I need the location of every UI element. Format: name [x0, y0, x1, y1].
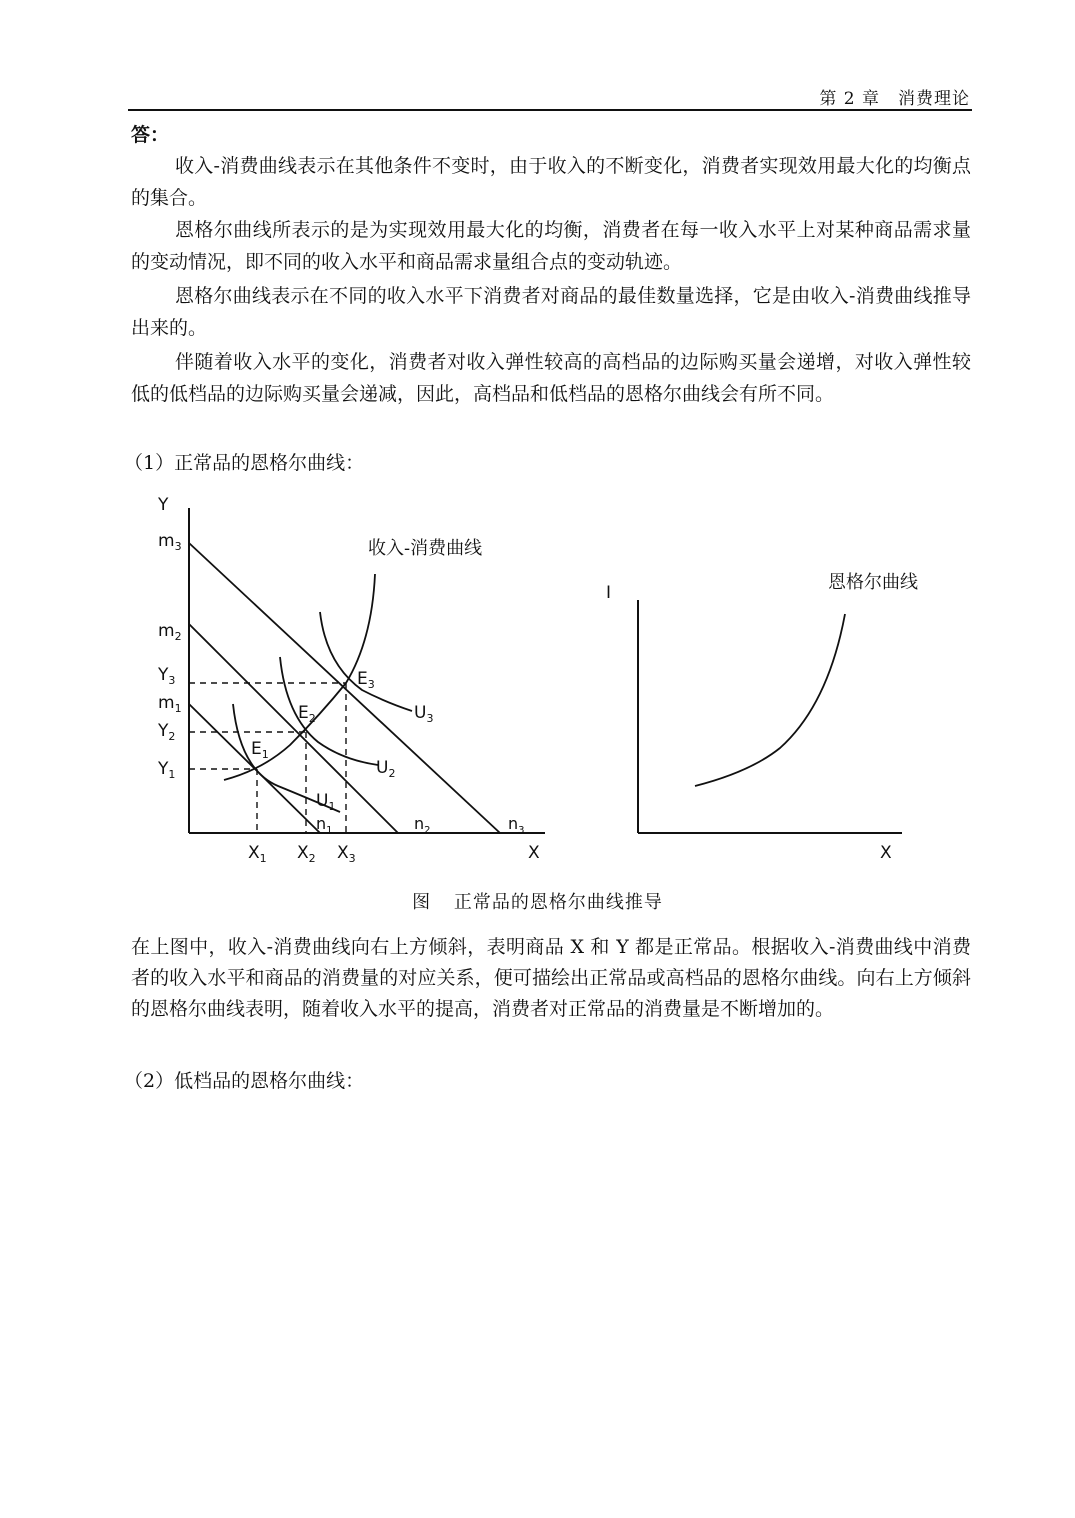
label-U2: $U_2$	[376, 758, 396, 780]
label-X1: $X_1$	[248, 843, 267, 865]
label-X3: $X_3$	[337, 843, 356, 865]
chapter-title: 第 2 章 消费理论	[819, 89, 970, 109]
label-E2: $E_2$	[298, 703, 316, 725]
caption-prefix: 图	[412, 892, 432, 913]
item-inferior-goods: （2）低档品的恩格尔曲线：	[124, 1070, 365, 1092]
left-x-axis-label: X	[528, 843, 540, 863]
label-n2: $n_2$	[414, 814, 431, 836]
label-E1: $E_1$	[251, 739, 269, 761]
label-Y2: $Y_2$	[158, 721, 176, 743]
label-X2: $X_2$	[297, 843, 316, 865]
label-E3: $E_3$	[357, 669, 375, 691]
income-consumption-label: 收入-消费曲线	[368, 538, 483, 559]
paragraph-3: 恩格尔曲线表示在不同的收入水平下消费者对商品的最佳数量选择，它是由收入-消费曲线推导出来的。	[131, 285, 971, 339]
paragraph-1: 收入-消费曲线表示在其他条件不变时，由于收入的不断变化，消费者实现效用最大化的均衡点的集合。	[131, 155, 971, 209]
budget-line-3	[189, 543, 500, 833]
engel-curve-label: 恩格尔曲线	[828, 572, 918, 593]
income-consumption-curve	[224, 574, 375, 780]
answer-label: 答：	[131, 124, 170, 146]
paragraph-after-figure: 在上图中，收入-消费曲线向右上方倾斜，表明商品 X 和 Y 都是正常品。根据收入-消费曲线中消费者的收入水平和商品的消费量的对应关系，便可描绘出正常品或高档品的恩格尔曲线。向右上方倾斜的恩格尔曲线表明，随着收入水平的提高，消费者对正常品的消费量是不断增加的。	[131, 936, 971, 1020]
label-Y1: $Y_1$	[158, 759, 176, 781]
label-U1: $U_1$	[316, 791, 336, 813]
paragraph-4: 伴随着收入水平的变化，消费者对收入弹性较高的高档品的边际购买量会递增，对收入弹性较低的低档品的边际购买量会递减，因此，高档品和低档品的恩格尔曲线会有所不同。	[131, 351, 971, 405]
right-y-axis-label: I	[606, 583, 612, 603]
label-Y3: $Y_3$	[158, 665, 176, 687]
budget-line-2	[189, 624, 398, 833]
caption-text: 正常品的恩格尔曲线推导	[453, 892, 663, 913]
item-normal-goods: （1）正常品的恩格尔曲线：	[124, 452, 365, 474]
label-m3: $m_3$	[158, 531, 182, 553]
label-n1: $n_1$	[316, 814, 333, 836]
figure-caption	[0, 888, 1075, 914]
indifference-curve-3	[320, 612, 412, 711]
right-diagram	[638, 600, 902, 833]
right-x-axis-label: X	[880, 843, 892, 863]
paragraph-2: 恩格尔曲线所表示的是为实现效用最大化的均衡，消费者在每一收入水平上对某种商品需求量的变动情况，即不同的收入水平和商品需求量组合点的变动轨迹。	[131, 219, 971, 273]
label-m2: $m_2$	[158, 621, 182, 643]
label-n3: $n_3$	[508, 814, 525, 836]
left-y-axis-label: Y	[158, 495, 169, 515]
engel-curve	[695, 614, 845, 786]
label-U3: $U_3$	[414, 703, 434, 725]
label-m1: $m_1$	[158, 693, 182, 715]
